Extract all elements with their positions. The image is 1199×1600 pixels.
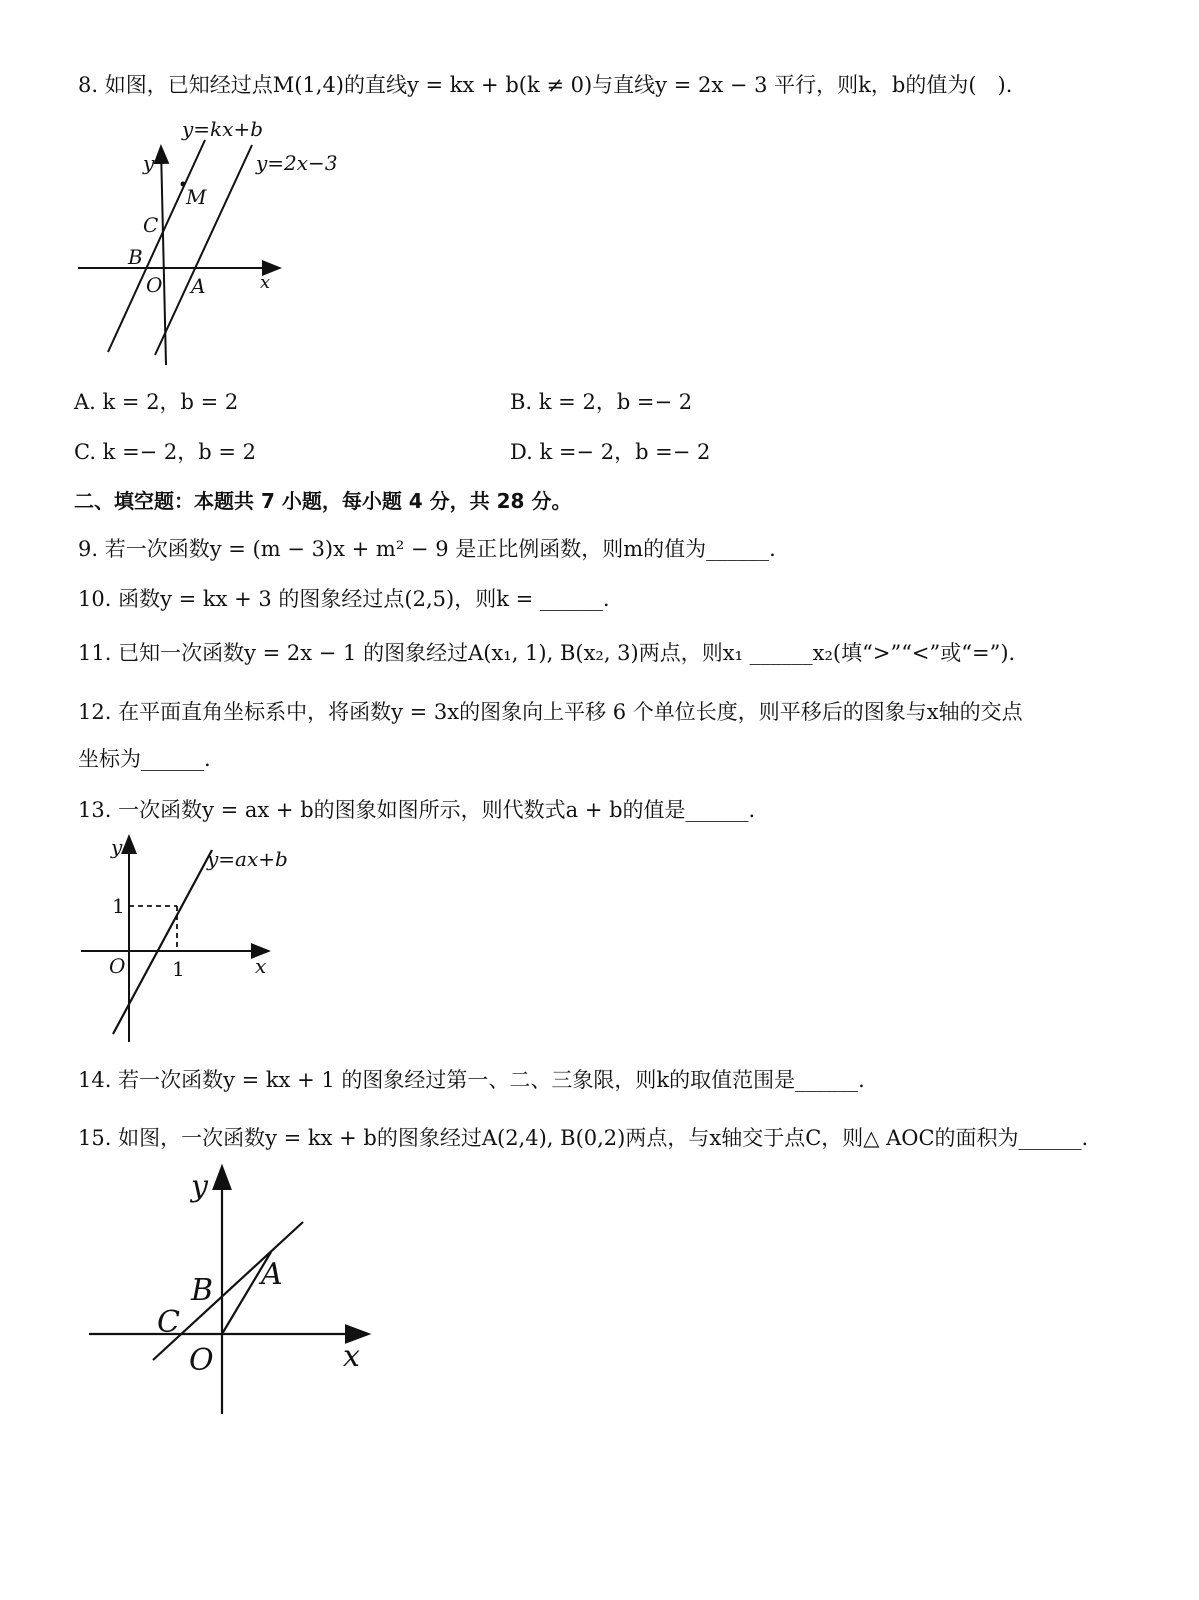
question-9-text: 9. 若一次函数y = (m − 3)x + m² − 9 是正比例函数，则m的值为______. xyxy=(78,537,776,561)
question-8-option-a[interactable]: A. k = 2，b = 2 xyxy=(74,390,239,414)
question-15-text: 15. 如图，一次函数y = kx + b的图象经过A(2,4), B(0,2)两点，与x轴交于点C，则△ AOC的面积为______. xyxy=(78,1126,1089,1150)
question-8-option-d[interactable]: D. k =− 2，b =− 2 xyxy=(510,440,711,464)
label-y-kx-plus-b: y=kx+b xyxy=(182,117,264,141)
label-point-a: A xyxy=(261,1257,283,1292)
question-8-text: 8. 如图，已知经过点M(1,4)的直线y = kx + b(k ≠ 0)与直线y = 2x − 3 平行，则k，b的值为( ). xyxy=(78,73,1013,97)
label-axis-y: y xyxy=(191,1169,208,1204)
label-point-b: B xyxy=(191,1273,214,1308)
label-axis-x: x xyxy=(343,1339,360,1374)
label-point-c: C xyxy=(143,213,159,237)
label-axis-y: y xyxy=(111,835,123,859)
question-11-text: 11. 已知一次函数y = 2x − 1 的图象经过A(x₁, 1), B(x₂, 3)两点，则x₁ ______x₂(填“>”“<”或“=”). xyxy=(78,641,1016,665)
question-8-option-c[interactable]: C. k =− 2，b = 2 xyxy=(74,440,257,464)
label-point-o: O xyxy=(109,954,126,978)
label-y-ax-plus-b: y=ax+b xyxy=(207,847,288,871)
section-2-heading: 二、填空题：本题共 7 小题，每小题 4 分，共 28 分。 xyxy=(74,489,572,513)
question-10-text: 10. 函数y = kx + 3 的图象经过点(2,5)，则k = ______. xyxy=(78,587,610,611)
label-axis-x: x xyxy=(260,272,271,293)
line-kx-plus-b xyxy=(108,140,205,352)
label-point-o: O xyxy=(146,273,163,297)
label-axis-y: y xyxy=(143,151,155,175)
label-y-2x-minus-3: y=2x−3 xyxy=(256,151,338,175)
point-m-dot xyxy=(181,182,186,187)
label-axis-x: x xyxy=(255,954,267,978)
question-13-text: 13. 一次函数y = ax + b的图象如图所示，则代数式a + b的值是______. xyxy=(78,798,756,822)
label-point-m: M xyxy=(186,185,207,209)
question-12-text-line1: 12. 在平面直角坐标系中，将函数y = 3x的图象向上平移 6 个单位长度，则平移后的图象与x轴的交点 xyxy=(78,700,1023,724)
label-point-a: A xyxy=(191,274,206,298)
label-tick-x-1: 1 xyxy=(172,957,185,981)
question-15-figure xyxy=(85,1160,385,1420)
question-8-option-b[interactable]: B. k = 2，b =− 2 xyxy=(510,390,693,414)
question-12-text-line2: 坐标为______. xyxy=(78,747,211,771)
label-point-o: O xyxy=(189,1343,214,1378)
label-point-b: B xyxy=(128,245,143,269)
question-14-text: 14. 若一次函数y = kx + 1 的图象经过第一、二、三象限，则k的取值范围是______. xyxy=(78,1068,865,1092)
question-13-figure xyxy=(75,830,315,1050)
label-point-c: C xyxy=(157,1305,180,1340)
line-ax-plus-b xyxy=(113,850,212,1034)
question-8-figure xyxy=(70,112,360,372)
line-2x-minus-3 xyxy=(155,145,252,355)
label-tick-y-1: 1 xyxy=(112,894,125,918)
